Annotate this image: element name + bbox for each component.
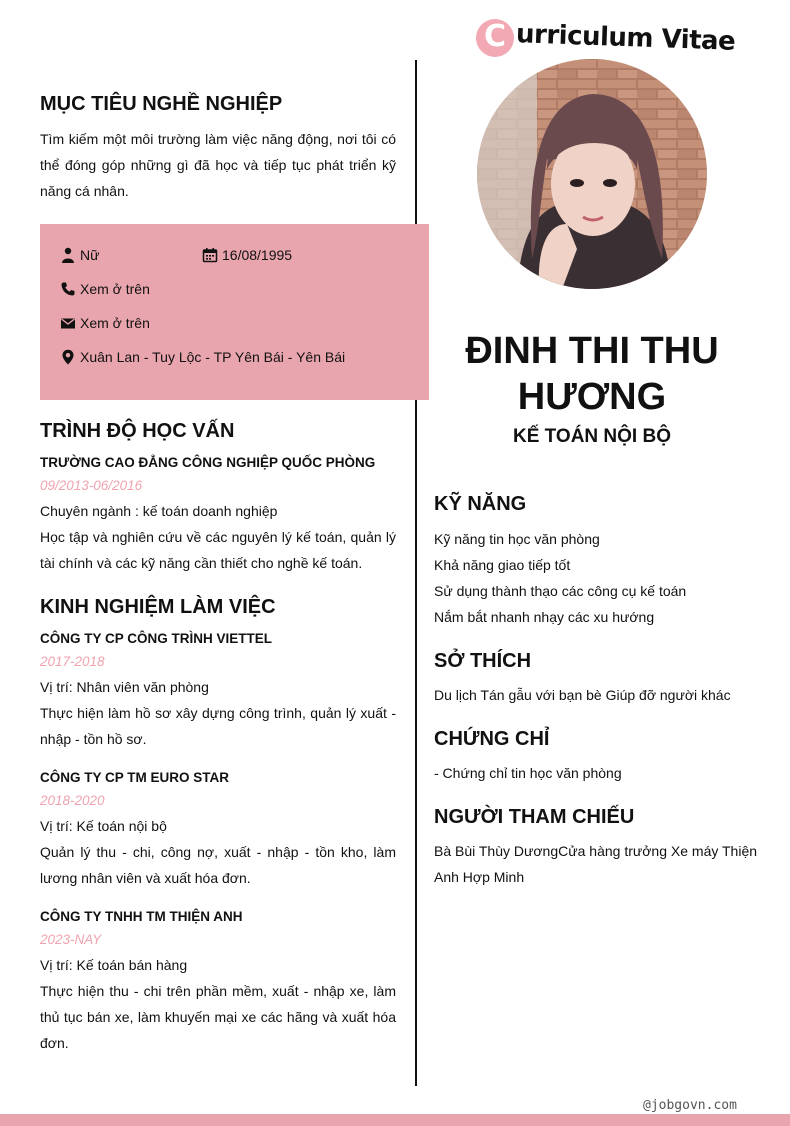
education-period: 09/2013-06/2016 bbox=[40, 478, 143, 493]
mail-icon bbox=[60, 315, 76, 331]
logo-circle bbox=[476, 19, 514, 57]
phone-icon bbox=[60, 281, 76, 297]
job-period: 2018-2020 bbox=[40, 793, 105, 808]
skills-heading: KỸ NĂNG bbox=[434, 493, 527, 515]
job-company: CÔNG TY CP TM EURO STAR bbox=[40, 770, 230, 785]
job-description: Thực hiện thu - chi trên phần mềm, xuất - nhập xe, làm thủ tục bán xe, làm khuyến mại xe các hãng và xuất hóa đơn. bbox=[40, 983, 396, 1051]
logo-text: urriculum Vitae bbox=[515, 19, 736, 57]
watermark: @jobgovn.com bbox=[643, 1098, 737, 1113]
phone-row bbox=[60, 281, 150, 297]
job-company: CÔNG TY TNHH TM THIỆN ANH bbox=[40, 909, 243, 924]
job-position: Vị trí: Kế toán nội bộ bbox=[40, 818, 167, 834]
profile-photo bbox=[477, 59, 707, 289]
phone-value: Xem ở trên bbox=[80, 281, 150, 297]
calendar-icon bbox=[202, 247, 218, 263]
job-description: Quản lý thu - chi, công nợ, xuất - nhập - tồn kho, làm lương nhân viên và xuất hóa đơn. bbox=[40, 844, 396, 886]
email-row bbox=[60, 315, 150, 331]
address-value: Xuân Lan - Tuy Lộc - TP Yên Bái - Yên Bái bbox=[80, 349, 346, 365]
job-company: CÔNG TY CP CÔNG TRÌNH VIETTEL bbox=[40, 631, 273, 646]
education-heading: TRÌNH ĐỘ HỌC VẤN bbox=[40, 420, 235, 442]
references-heading: NGƯỜI THAM CHIẾU bbox=[434, 806, 635, 828]
skill-item: Sử dụng thành thạo các công cụ kế toán bbox=[434, 583, 687, 599]
job-position: Vị trí: Nhân viên văn phòng bbox=[40, 679, 209, 695]
job-description: Thực hiện làm hồ sơ xây dựng công trình, quản lý xuất - nhập - tồn hồ sơ. bbox=[40, 705, 396, 747]
job-title: KẾ TOÁN NỘI BỘ bbox=[513, 426, 671, 447]
school-name: TRƯỜNG CAO ĐẲNG CÔNG NGHIỆP QUỐC PHÒNG bbox=[40, 455, 376, 470]
location-pin-icon bbox=[60, 349, 76, 365]
personal-info-box bbox=[40, 224, 429, 400]
objective-text: Tìm kiếm một môi trường làm việc năng động, nơi tôi có thể đóng góp những gì đã học và tiếp tục phát triển kỹ năng cá nhân. bbox=[40, 131, 396, 199]
job-period: 2017-2018 bbox=[40, 654, 105, 669]
gender-value: Nữ bbox=[80, 247, 100, 263]
cv-logo bbox=[476, 16, 735, 60]
person-icon bbox=[60, 247, 76, 263]
job-position: Vị trí: Kế toán bán hàng bbox=[40, 957, 188, 973]
profile-photo-illustration bbox=[477, 59, 707, 289]
education-description: Học tập và nghiên cứu về các nguyên lý kế toán, quản lý tài chính và các kỹ năng cần thiết cho nghề kế toán. bbox=[40, 529, 396, 571]
skill-item: Khả năng giao tiếp tốt bbox=[434, 557, 571, 573]
footer-bar bbox=[0, 1114, 790, 1126]
logo-letter: C bbox=[483, 19, 507, 54]
column-divider bbox=[415, 60, 417, 1086]
skill-item: Nắm bắt nhanh nhạy các xu hướng bbox=[434, 609, 655, 625]
birthdate-value: 16/08/1995 bbox=[222, 247, 293, 263]
references-text: Bà Bùi Thùy DươngCửa hàng trưởng Xe máy Thiện Anh Hợp Minh bbox=[434, 843, 758, 885]
birthdate-row bbox=[202, 247, 292, 263]
job-period: 2023-NAY bbox=[40, 932, 102, 947]
certificates-heading: CHỨNG CHỈ bbox=[434, 728, 550, 750]
full-name: ĐINH THI THU HƯƠNG bbox=[465, 330, 719, 418]
objective-heading: MỤC TIÊU NGHỀ NGHIỆP bbox=[40, 93, 283, 115]
address-row bbox=[60, 349, 345, 365]
experience-heading: KINH NGHIỆM LÀM VIỆC bbox=[40, 596, 276, 618]
gender-row bbox=[60, 247, 99, 263]
certificate-item: - Chứng chỉ tin học văn phòng bbox=[434, 765, 622, 781]
hobbies-text: Du lịch Tán gẫu với bạn bè Giúp đỡ người khác bbox=[434, 687, 731, 703]
hobbies-heading: SỞ THÍCH bbox=[434, 650, 532, 672]
education-major: Chuyên ngành : kế toán doanh nghiệp bbox=[40, 503, 278, 519]
email-value: Xem ở trên bbox=[80, 315, 150, 331]
skill-item: Kỹ năng tin học văn phòng bbox=[434, 531, 600, 547]
